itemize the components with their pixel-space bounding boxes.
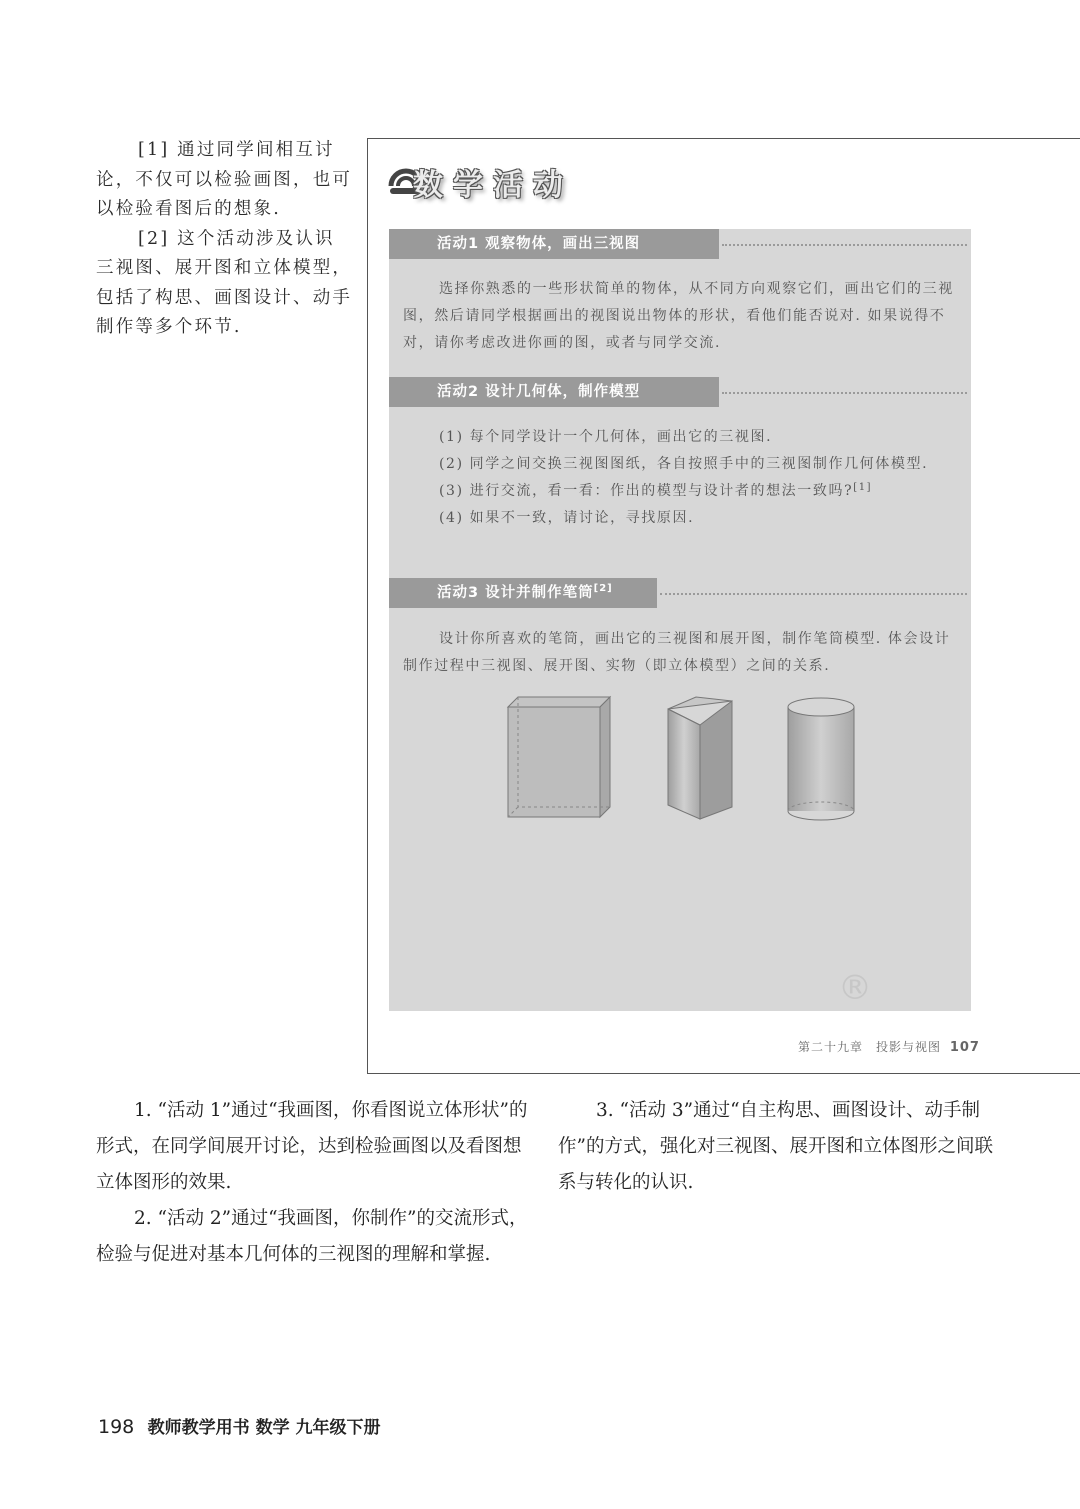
- book-footer: [98, 1413, 381, 1438]
- geometric-solids-illustration: [500, 695, 860, 825]
- triangular-prism-icon: [668, 697, 732, 819]
- dotted-divider: [722, 244, 967, 246]
- footnote-mark-1: [1]: [853, 482, 873, 493]
- activity3-title: 活动3 设计并制作笔筒: [437, 585, 594, 601]
- activity-heading: 数学活动: [413, 168, 573, 203]
- commentary-item-3: 3. “活动 3”通过“自主构思、画图设计、动手制作”的方式，强化对三视图、展开图和立体图形之间联系与转化的认识.: [558, 1100, 993, 1193]
- rectangular-prism-icon: [508, 697, 610, 817]
- commentary-left: [96, 1093, 536, 1273]
- activity2-item: (4) 如果不一致，请讨论，寻找原因.: [439, 510, 695, 526]
- dotted-divider: [722, 392, 967, 394]
- activity3-body: [403, 626, 963, 680]
- cylinder-icon: [788, 698, 854, 820]
- commentary-right: [558, 1093, 998, 1201]
- side-notes: [96, 136, 354, 343]
- activity1-title-bar: [389, 229, 719, 259]
- side-note-1: [1] 通过同学间相互讨论，不仅可以检验画图，也可以检验看图后的想象.: [96, 140, 353, 219]
- side-note-2: [2] 这个活动涉及认识三视图、展开图和立体模型，包括了构思、画图设计、动手制作等多个环节.: [96, 228, 353, 337]
- textbook-page-footer: [798, 1038, 980, 1055]
- commentary-item-1: 1. “活动 1”通过“我画图，你看图说立体形状”的形式，在同学间展开讨论，达到检验画图以及看图想立体图形的效果.: [96, 1100, 528, 1193]
- activity2-item: (2) 同学之间交换三视图图纸，各自按照手中的三视图制作几何体模型.: [439, 456, 929, 472]
- chapter-label: 第二十九章 投影与视图: [798, 1040, 942, 1054]
- activity1-body: [403, 276, 963, 357]
- book-title: 教师教学用书 数学 九年级下册: [147, 1418, 381, 1438]
- activity1-title: 活动1 观察物体，画出三视图: [437, 236, 641, 252]
- activity3-text: 设计你所喜欢的笔筒，画出它的三视图和展开图，制作笔筒模型. 体会设计制作过程中三视图、展开图、实物（即立体模型）之间的关系.: [403, 631, 951, 674]
- activity2-item: (1) 每个同学设计一个几何体，画出它的三视图.: [439, 429, 773, 445]
- activity2-item: [403, 478, 963, 505]
- activity2-title-bar: [389, 377, 719, 407]
- activity2-body: [403, 424, 963, 532]
- activity2-item-3-text: (3) 进行交流，看一看：作出的模型与设计者的想法一致吗?: [439, 483, 854, 499]
- registered-mark: ®: [838, 968, 872, 1008]
- activity2-title: 活动2 设计几何体，制作模型: [437, 384, 641, 400]
- commentary-item-2: 2. “活动 2”通过“我画图，你制作”的交流形式，检验与促进对基本几何体的三视图的理解和掌握.: [96, 1208, 528, 1265]
- footnote-mark-2: [2]: [593, 583, 613, 594]
- activity1-text: 选择你熟悉的一些形状简单的物体，从不同方向观察它们，画出它们的三视图，然后请同学根据画出的视图说出物体的形状，看他们能否说对. 如果说得不对，请你考虑改进你画的图，或者与同学交流.: [403, 281, 954, 351]
- activity3-title-bar: [389, 578, 657, 608]
- page-number: 198: [98, 1416, 135, 1438]
- dotted-divider: [660, 593, 967, 595]
- textbook-page-number: 107: [949, 1040, 980, 1055]
